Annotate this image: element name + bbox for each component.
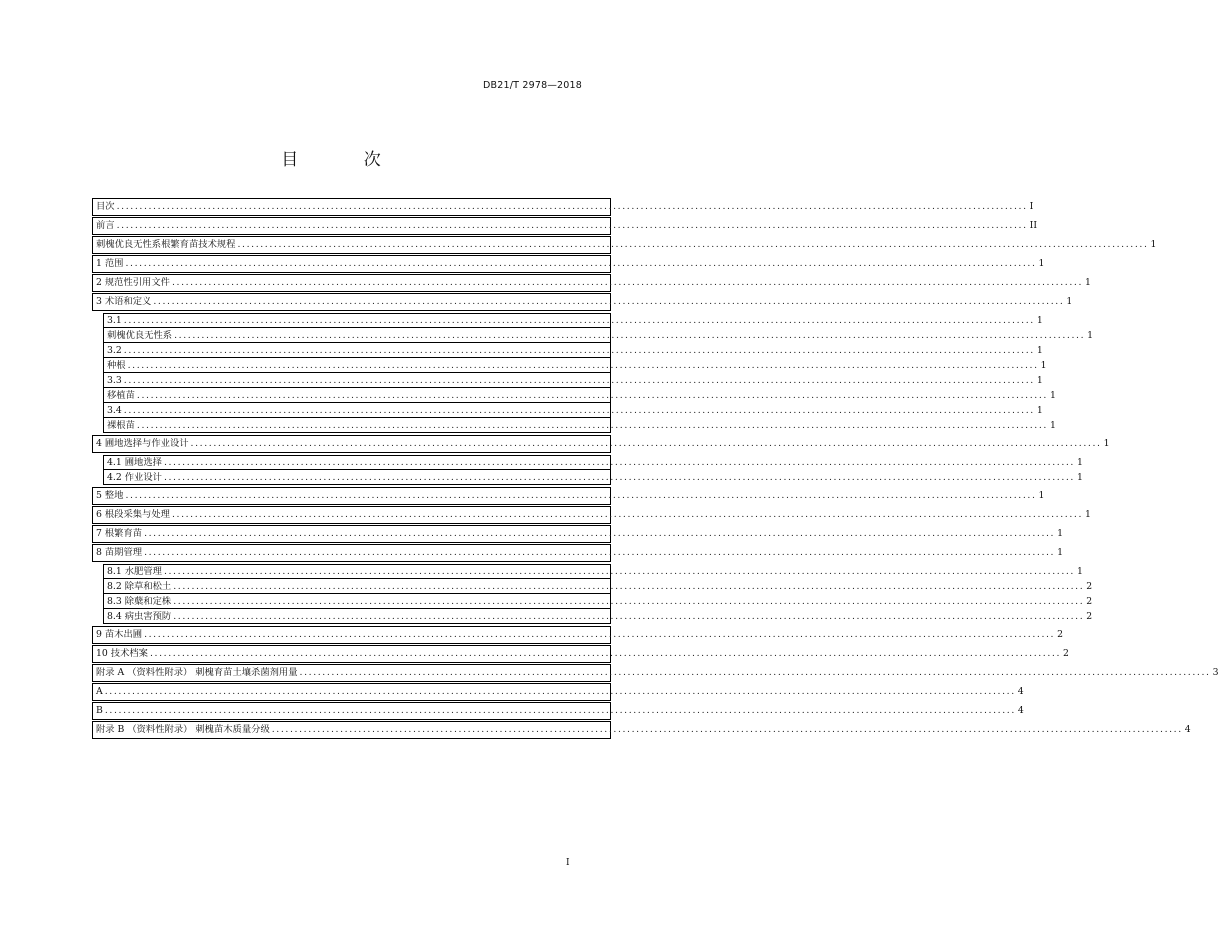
toc-entry[interactable] bbox=[92, 721, 1191, 739]
toc-entry-label: 附录 B （资料性附录） 刺槐苗木质量分级 bbox=[96, 724, 270, 735]
toc-entry-label: 9 苗木出圃 bbox=[96, 629, 143, 640]
toc-leader-dots: ........................................................................................................................................................................................................ bbox=[237, 239, 1149, 250]
toc-leader-dots: ........................................................................................................................................................................................................ bbox=[173, 580, 1085, 592]
toc-entry[interactable] bbox=[92, 274, 1091, 292]
toc-entry[interactable] bbox=[92, 255, 1045, 273]
toc-entry-label: 4.2 作业设计 bbox=[107, 471, 162, 483]
toc-entry[interactable] bbox=[92, 683, 1024, 701]
toc-entry[interactable] bbox=[103, 609, 1093, 624]
toc-entry-page: II bbox=[1029, 220, 1038, 231]
toc-entry-page: 1 bbox=[1036, 315, 1043, 326]
toc-leader-dots: ........................................................................................................................................................................................................ bbox=[174, 329, 1086, 341]
toc-entry[interactable] bbox=[103, 403, 1043, 418]
toc-entry-label: 4.1 圃地选择 bbox=[107, 457, 162, 468]
toc-entry-label: 前言 bbox=[96, 220, 115, 231]
toc-entry[interactable] bbox=[92, 544, 1064, 562]
toc-leader-dots: ........................................................................................................................................................................................................ bbox=[123, 315, 1035, 326]
toc-entry-label: 1 范围 bbox=[96, 258, 124, 269]
toc-leader-dots: ........................................................................................................................................................................................................ bbox=[163, 457, 1075, 468]
toc-entry-page: 1 bbox=[1076, 471, 1083, 483]
toc-entry[interactable] bbox=[103, 455, 1083, 470]
toc-leader-dots: ........................................................................................................................................................................................................ bbox=[171, 509, 1083, 520]
toc-entry-page: 3 bbox=[1212, 667, 1219, 678]
toc-leader-dots: ........................................................................................................................................................................................................ bbox=[104, 686, 1016, 697]
toc-entry[interactable] bbox=[103, 470, 1083, 485]
toc-entry-label: 3.1 bbox=[107, 315, 122, 326]
toc-leader-dots: ........................................................................................................................................................................................................ bbox=[116, 220, 1028, 231]
toc-entry[interactable] bbox=[92, 626, 1064, 644]
toc-entry-label: A bbox=[96, 686, 103, 697]
toc-entry-page: 2 bbox=[1086, 580, 1093, 592]
toc-leader-dots: ........................................................................................................................................................................................................ bbox=[123, 374, 1035, 386]
toc-entry-label: 刺槐优良无性系 bbox=[107, 329, 173, 341]
toc-entry-page: 1 bbox=[1049, 389, 1056, 401]
toc-entry[interactable] bbox=[92, 217, 1038, 235]
toc-entry-label: 8.2 除草和松土 bbox=[107, 580, 172, 592]
toc-entry[interactable] bbox=[92, 525, 1064, 543]
toc-entry[interactable] bbox=[103, 343, 1043, 358]
toc-leader-dots: ........................................................................................................................................................................................................ bbox=[116, 201, 1028, 212]
toc-entry-page: 1 bbox=[1049, 419, 1056, 431]
toc-entry-label: 目次 bbox=[96, 201, 115, 212]
toc-leader-dots: ........................................................................................................................................................................................................ bbox=[144, 629, 1056, 640]
toc-leader-dots: ........................................................................................................................................................................................................ bbox=[125, 258, 1037, 269]
toc-entry-page: 1 bbox=[1103, 438, 1110, 449]
toc-leader-dots: ........................................................................................................................................................................................................ bbox=[163, 471, 1075, 483]
toc-entry[interactable] bbox=[92, 198, 1034, 216]
toc-entry-page: 1 bbox=[1087, 329, 1094, 341]
toc-entry[interactable] bbox=[103, 388, 1056, 403]
toc-leader-dots: ........................................................................................................................................................................................................ bbox=[299, 667, 1211, 678]
toc-entry-page: 1 bbox=[1085, 509, 1091, 520]
toc-entry[interactable] bbox=[103, 328, 1094, 343]
toc-entry[interactable] bbox=[92, 236, 1157, 254]
page-title: 目 次 bbox=[281, 150, 411, 170]
toc-entry-label: 8.4 病虫害预防 bbox=[107, 610, 172, 622]
toc-entry[interactable] bbox=[103, 564, 1083, 579]
toc-entry-page: 4 bbox=[1017, 705, 1024, 716]
toc-entry-page: 1 bbox=[1038, 490, 1045, 501]
toc-entry-page: I bbox=[1029, 201, 1034, 212]
toc-entry[interactable] bbox=[103, 358, 1047, 373]
toc-leader-dots: ........................................................................................................................................................................................................ bbox=[173, 610, 1085, 622]
toc-entry[interactable] bbox=[92, 487, 1045, 505]
toc-leader-dots: ........................................................................................................................................................................................................ bbox=[123, 404, 1035, 416]
toc-leader-dots: ........................................................................................................................................................................................................ bbox=[123, 344, 1035, 356]
toc-entry-label: 裸根苗 bbox=[107, 419, 135, 431]
toc-entry-page: 1 bbox=[1040, 359, 1047, 371]
toc-entry-label: 8.1 水肥管理 bbox=[107, 566, 162, 577]
toc-entry-label: 4 圃地选择与作业设计 bbox=[96, 438, 189, 449]
toc-leader-dots: ........................................................................................................................................................................................................ bbox=[127, 359, 1039, 371]
toc-leader-dots: ........................................................................................................................................................................................................ bbox=[171, 277, 1083, 288]
toc-leader-dots: ........................................................................................................................................................................................................ bbox=[104, 705, 1016, 716]
toc-entry-page: 1 bbox=[1076, 566, 1083, 577]
toc-leader-dots: ........................................................................................................................................................................................................ bbox=[153, 296, 1065, 307]
toc-entry[interactable] bbox=[92, 506, 1091, 524]
toc-entry-label: 8 苗期管理 bbox=[96, 547, 143, 558]
toc-entry-page: 1 bbox=[1036, 404, 1043, 416]
toc-entry[interactable] bbox=[103, 594, 1093, 609]
toc-entry-label: 附录 A （资料性附录） 刺槐育苗土壤杀菌剂用量 bbox=[96, 667, 298, 678]
toc-entry[interactable] bbox=[103, 313, 1043, 328]
toc-entry-page: 1 bbox=[1066, 296, 1073, 307]
page-number: I bbox=[566, 858, 570, 868]
toc-entry-label: 5 整地 bbox=[96, 490, 124, 501]
toc-entry-label: 3.3 bbox=[107, 374, 122, 386]
toc-leader-dots: ........................................................................................................................................................................................................ bbox=[144, 547, 1056, 558]
toc-entry-label: 3.2 bbox=[107, 344, 122, 356]
toc-entry-label: 7 根繁育苗 bbox=[96, 528, 143, 539]
table-of-contents bbox=[92, 198, 1219, 739]
toc-entry-label: 6 根段采集与处理 bbox=[96, 509, 170, 520]
toc-entry-label: B bbox=[96, 705, 103, 716]
toc-entry[interactable] bbox=[103, 418, 1056, 433]
toc-entry[interactable] bbox=[92, 664, 1219, 682]
toc-entry-page: 1 bbox=[1076, 457, 1083, 468]
toc-entry[interactable] bbox=[103, 579, 1093, 594]
toc-leader-dots: ........................................................................................................................................................................................................ bbox=[190, 438, 1102, 449]
toc-entry-page: 4 bbox=[1017, 686, 1024, 697]
toc-entry-label: 移植苗 bbox=[107, 389, 135, 401]
toc-entry-page: 2 bbox=[1086, 595, 1093, 607]
toc-entry-label: 种根 bbox=[107, 359, 126, 371]
toc-leader-dots: ........................................................................................................................................................................................................ bbox=[149, 648, 1062, 659]
toc-entry-label: 刺槐优良无性系根繁育苗技术规程 bbox=[96, 239, 236, 250]
toc-entry-page: 2 bbox=[1086, 610, 1093, 622]
toc-leader-dots: ........................................................................................................................................................................................................ bbox=[163, 566, 1075, 577]
toc-entry[interactable] bbox=[92, 293, 1073, 311]
toc-entry-page: 1 bbox=[1150, 239, 1157, 250]
toc-entry-page: 2 bbox=[1063, 648, 1069, 659]
toc-entry-page: 1 bbox=[1085, 277, 1091, 288]
toc-leader-dots: ........................................................................................................................................................................................................ bbox=[144, 528, 1056, 539]
toc-entry[interactable] bbox=[92, 435, 1110, 453]
toc-leader-dots: ........................................................................................................................................................................................................ bbox=[136, 389, 1048, 401]
toc-entry-page: 1 bbox=[1057, 547, 1064, 558]
toc-entry-page: 1 bbox=[1036, 344, 1043, 356]
toc-leader-dots: ........................................................................................................................................................................................................ bbox=[271, 724, 1183, 735]
toc-entry-label: 3.4 bbox=[107, 404, 122, 416]
toc-entry[interactable] bbox=[103, 373, 1043, 388]
document-code: DB21/T 2978—2018 bbox=[483, 80, 582, 91]
toc-entry-label: 8.3 除蘖和定株 bbox=[107, 595, 172, 607]
toc-leader-dots: ........................................................................................................................................................................................................ bbox=[125, 490, 1037, 501]
toc-entry-label: 2 规范性引用文件 bbox=[96, 277, 170, 288]
toc-entry[interactable] bbox=[92, 645, 1069, 663]
toc-entry-page: 1 bbox=[1057, 528, 1064, 539]
toc-leader-dots: ........................................................................................................................................................................................................ bbox=[136, 419, 1048, 431]
toc-entry-page: 2 bbox=[1057, 629, 1064, 640]
toc-entry-page: 1 bbox=[1036, 374, 1043, 386]
toc-entry-page: 4 bbox=[1184, 724, 1191, 735]
toc-entry-page: 1 bbox=[1038, 258, 1045, 269]
toc-entry-label: 10 技术档案 bbox=[96, 648, 148, 659]
toc-leader-dots: ........................................................................................................................................................................................................ bbox=[173, 595, 1085, 607]
toc-entry[interactable] bbox=[92, 702, 1024, 720]
toc-entry-label: 3 术语和定义 bbox=[96, 296, 152, 307]
